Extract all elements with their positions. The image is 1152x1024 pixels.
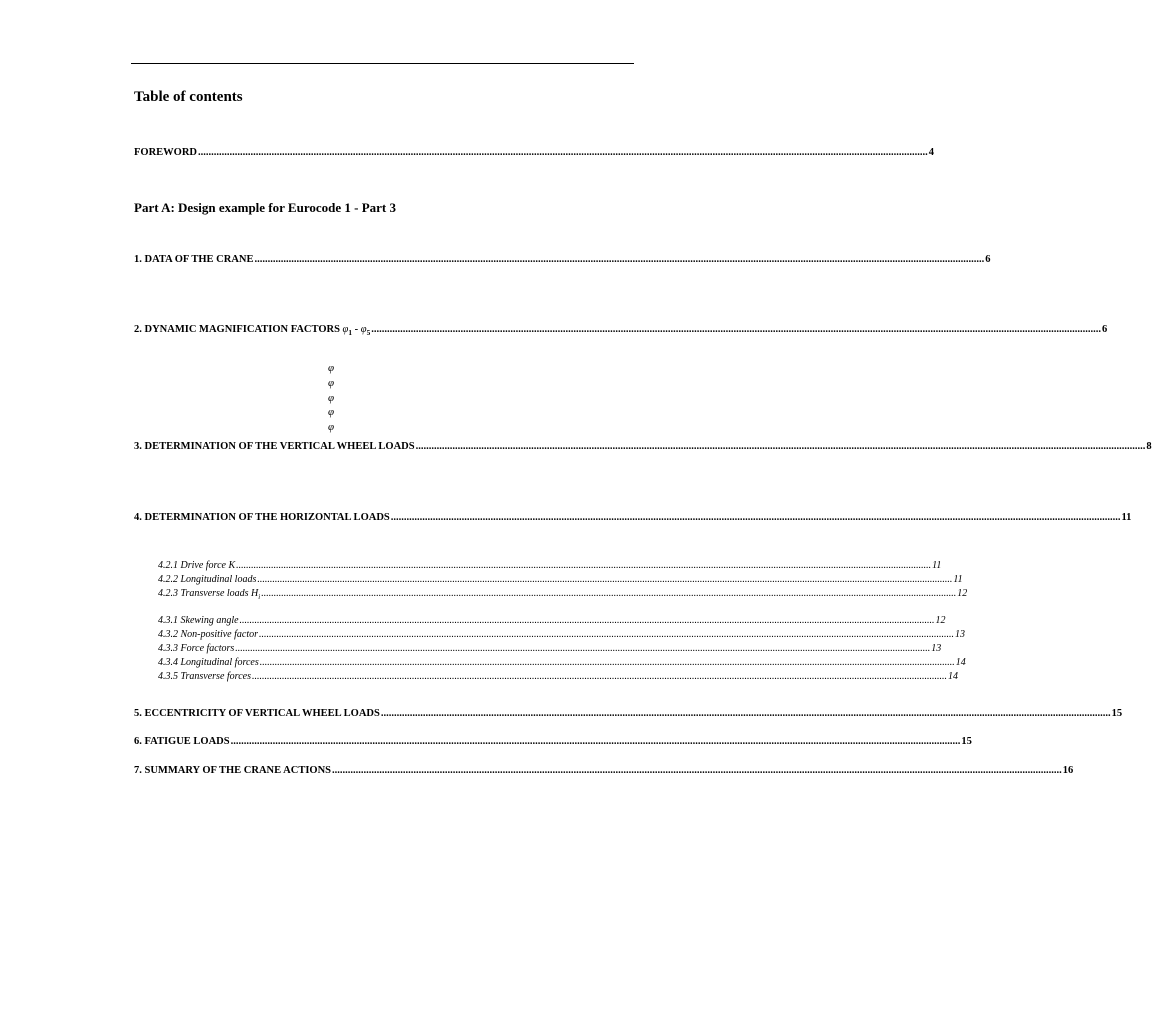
toc-leader-dots: ...................................................................................................................................................................................................................................................................................... [239, 615, 935, 626]
toc-entry-label: 1. DATA OF THE CRANE [134, 254, 254, 265]
page-title: Table of contents [134, 89, 243, 105]
toc-leader-dots: ...................................................................................................................................................................................................................................................................................... [235, 643, 931, 654]
toc-leader-dots: ...................................................................................................................................................................................................................................................................................... [415, 441, 1146, 452]
toc-page-number: 8 [1146, 441, 1152, 452]
toc-entry-section-3[interactable] [134, 440, 1152, 454]
toc-leader-dots: ...................................................................................................................................................................................................................................................................................... [261, 588, 957, 599]
phi-symbol: φ [328, 391, 335, 404]
toc-leader-dots: ...................................................................................................................................................................................................................................................................................... [236, 560, 932, 571]
toc-leader-dots: ...................................................................................................................................................................................................................................................................................... [198, 147, 928, 158]
phi-symbol-list [328, 361, 334, 435]
toc-entry-label: 4.3.4 Longitudinal forces [158, 657, 259, 668]
toc-entry-label: 6. FATIGUE LOADS [134, 736, 230, 747]
toc-entry-label: 4.3.3 Force factors [158, 643, 235, 654]
toc-page-number: 6 [1102, 324, 1108, 335]
toc-subentry-4-3-2[interactable] [158, 628, 965, 642]
toc-page-number: 11 [953, 574, 963, 585]
toc-page-number: 13 [931, 643, 942, 654]
toc-entry-label: 7. SUMMARY OF THE CRANE ACTIONS [134, 765, 332, 776]
toc-entry-section-5[interactable] [134, 707, 1123, 721]
toc-leader-dots: ...................................................................................................................................................................................................................................................................................... [251, 671, 947, 682]
toc-leader-dots: ...................................................................................................................................................................................................................................................................................... [371, 324, 1102, 335]
toc-entry-label: 4.2.1 Drive force K [158, 560, 236, 571]
toc-subentry-4-3-4[interactable] [158, 656, 966, 670]
toc-page-number: 12 [935, 615, 946, 626]
toc-leader-dots: ...................................................................................................................................................................................................................................................................................... [259, 657, 955, 668]
phi-symbol: φ [328, 376, 335, 389]
toc-page-number: 12 [957, 588, 968, 599]
toc-leader-dots: ...................................................................................................................................................................................................................................................................................... [257, 574, 953, 585]
toc-entry-label: 4.2.3 Transverse loads $H_i$ [158, 588, 261, 601]
toc-subentry-4-2-3[interactable] [158, 587, 968, 604]
phi-symbol: φ [328, 421, 335, 434]
toc-entry-label: 2. DYNAMIC MAGNIFICATION FACTORS $\varphi_1 - \varphi_5$ [134, 324, 371, 338]
toc-entry-label: 5. ECCENTRICITY OF VERTICAL WHEEL LOADS [134, 708, 380, 719]
toc-entry-section-2[interactable] [134, 323, 1108, 340]
toc-subentry-4-3-5[interactable] [158, 670, 958, 684]
toc-entry-section-1[interactable] [134, 253, 991, 267]
toc-page-number: 4 [928, 147, 934, 158]
toc-entry-label: 4.3.2 Non-positive factor [158, 629, 258, 640]
toc-page-number: 11 [1121, 512, 1132, 523]
toc-entry-label: 4.3.5 Transverse forces [158, 671, 251, 682]
toc-subentry-4-3-1[interactable] [158, 614, 946, 628]
toc-entry-section-4[interactable] [134, 511, 1132, 525]
toc-subentry-4-2-1[interactable] [158, 559, 942, 573]
toc-entry-label: 3. DETERMINATION OF THE VERTICAL WHEEL LOADS [134, 441, 415, 452]
part-a-title: Part A: Design example for Eurocode 1 - Part 3 [134, 200, 396, 215]
toc-page-number: 11 [932, 560, 942, 571]
header-rule [131, 63, 634, 64]
toc-entry-label: 4.3.1 Skewing angle [158, 615, 239, 626]
toc-page-number: 6 [985, 254, 991, 265]
toc-entry-label: FOREWORD [134, 147, 197, 158]
toc-entry-foreword[interactable] [134, 146, 934, 160]
toc-leader-dots: ...................................................................................................................................................................................................................................................................................... [390, 512, 1121, 523]
toc-entry-label: 4. DETERMINATION OF THE HORIZONTAL LOADS [134, 512, 390, 523]
toc-subentry-4-2-2[interactable] [158, 573, 963, 587]
phi-symbol: φ [328, 362, 335, 374]
toc-page-number: 13 [955, 629, 965, 640]
toc-leader-dots: ...................................................................................................................................................................................................................................................................................... [259, 629, 954, 640]
toc-leader-dots: ...................................................................................................................................................................................................................................................................................... [380, 708, 1111, 719]
phi-symbol: φ [328, 406, 335, 419]
toc-page-number: 16 [1062, 765, 1074, 776]
toc-entry-section-7[interactable] [134, 764, 1074, 778]
toc-leader-dots: ...................................................................................................................................................................................................................................................................................... [332, 765, 1062, 776]
toc-page-number: 15 [961, 736, 972, 747]
toc-leader-dots: ...................................................................................................................................................................................................................................................................................... [230, 736, 961, 747]
toc-subentry-4-3-3[interactable] [158, 642, 942, 656]
toc-page-number: 14 [955, 657, 966, 668]
toc-page-number: 15 [1111, 708, 1123, 719]
toc-entry-section-6[interactable] [134, 735, 972, 749]
toc-entry-label: 4.2.2 Longitudinal loads [158, 574, 257, 585]
toc-page-number: 14 [947, 671, 958, 682]
toc-leader-dots: ...................................................................................................................................................................................................................................................................................... [254, 254, 985, 265]
